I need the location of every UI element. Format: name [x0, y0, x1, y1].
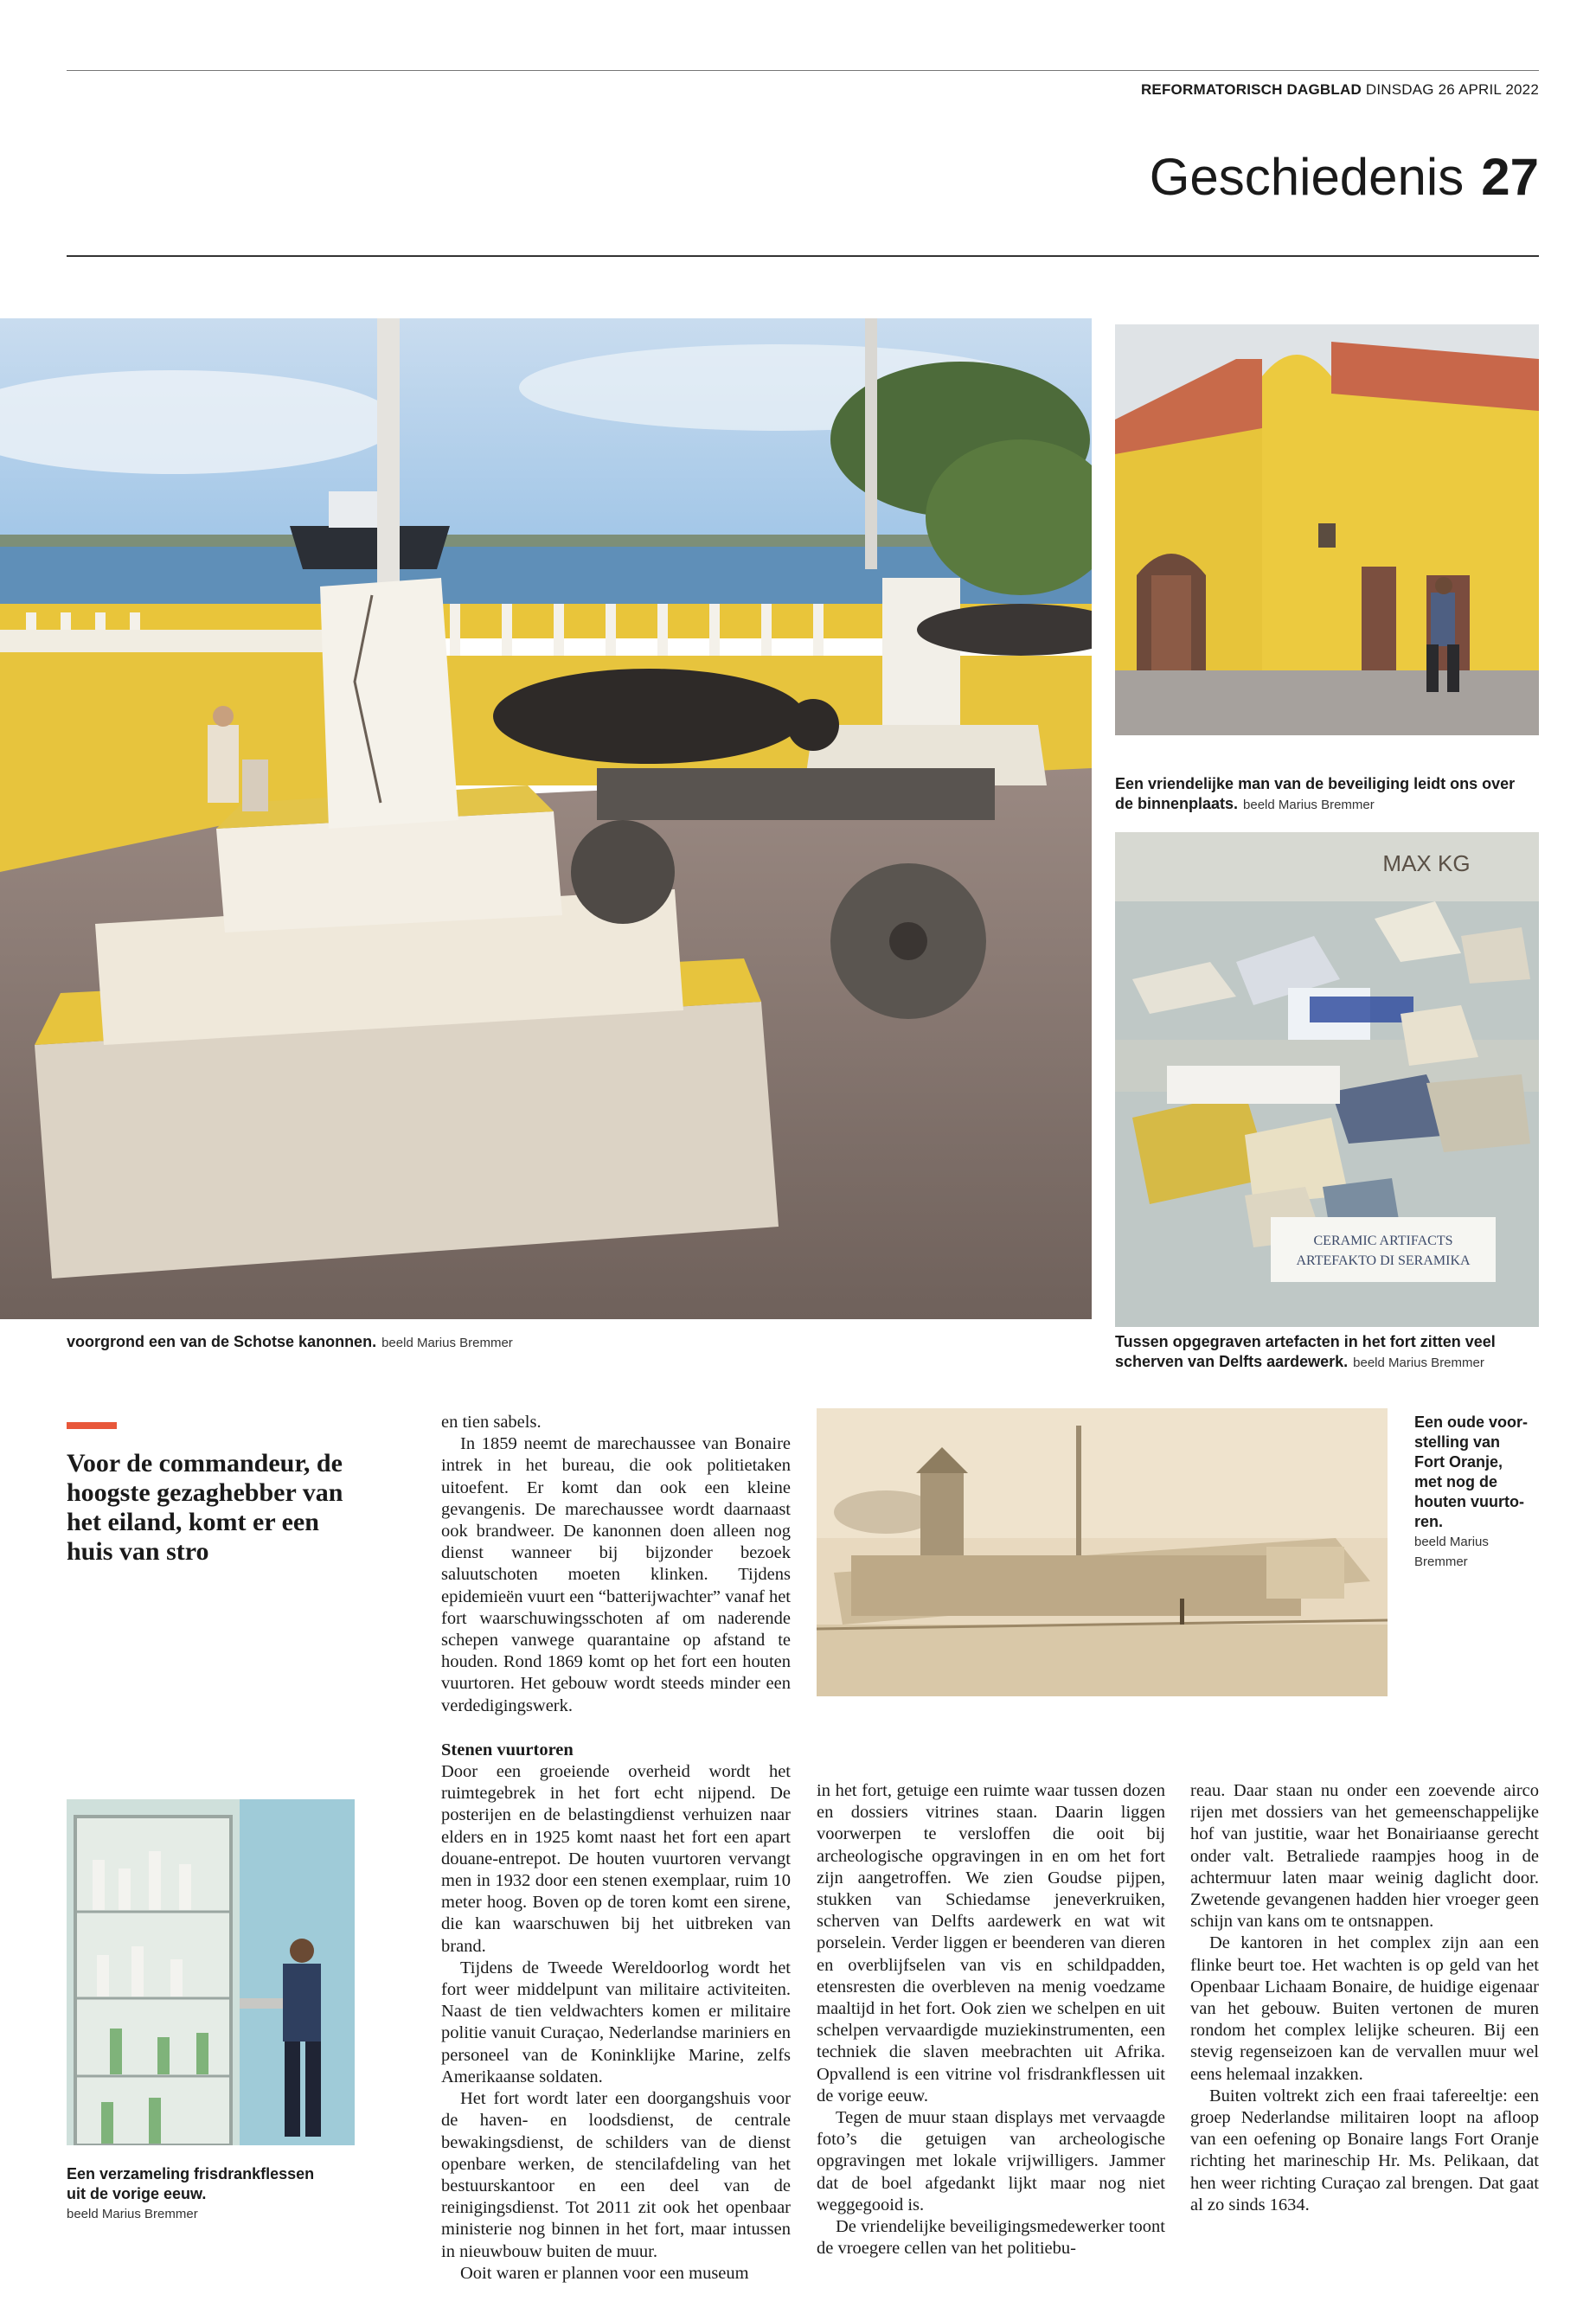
article-paragraph: Het fort wordt later een doorgangshuis voor de haven- en loodsdienst, de centrale bewakingsdienst, de schilders van de dienst openbare werken, de stencilafdeling van het bestuurskantoor en een deel van de reinigingsdienst. Tot 2011 zit ook het openbaar ministerie nog binnen in het fort, maar intussen in nieuwbouw buiten de muur.	[441, 2089, 791, 2261]
photo-credit: beeld Marius Bremmer	[67, 2207, 198, 2221]
subheading: Stenen vuurtoren	[441, 1740, 574, 1759]
artifacts-sign-line2: ARTEFAKTO DI SERAMIKA	[1296, 1253, 1471, 1268]
article-column-3	[817, 1780, 1165, 2259]
article-paragraph: en tien sabels.	[441, 1413, 542, 1432]
pull-quote: Voor de commandeur, de hoogste gezaghebber van het eiland, komt er een huis van stro	[67, 1449, 343, 1566]
paper-name: REFORMATORISCH DAGBLAD	[1140, 81, 1362, 98]
photo-credit: Bremmer	[1414, 1554, 1468, 1569]
photo-cannon-fort	[0, 318, 1092, 1319]
photo-credit: beeld Marius Bremmer	[1243, 798, 1375, 812]
caption-line: Tussen opgegraven artefacten in het fort zitten veel	[1115, 1333, 1496, 1350]
masthead-line	[1141, 81, 1539, 99]
caption-line-end: scherven van Delfts aardewerk. beeld Marius Bremmer	[1115, 1353, 1484, 1370]
article-paragraph: De kantoren in het complex zijn aan een flinke beurt toe. Het wachten is op geld van het Openbaar Lichaam Bonaire, de huidige eigenaar van het gebouw. Buiten vertonen de muren rondom het complex lelijke scheuren. Bij een stevig regenseizoen kan de vervallen muur wel eens helemaal inzakken.	[1190, 1933, 1539, 2084]
caption-line: ren.	[1414, 1513, 1444, 1530]
photo-credit: beeld Marius Bremmer	[1353, 1356, 1484, 1370]
caption-line: stelling van	[1414, 1433, 1501, 1451]
photo-credit: beeld Marius Bremmer	[381, 1336, 513, 1350]
section-title: Geschiedenis	[1149, 148, 1465, 206]
issue-date: DINSDAG 26 APRIL 2022	[1365, 81, 1539, 98]
caption-line: Een oude voor-	[1414, 1413, 1529, 1431]
photo-old-fort	[817, 1408, 1388, 1696]
photo-credit: beeld Marius	[1414, 1535, 1489, 1549]
caption-text: voorgrond een van de Schotse kanonnen.	[67, 1333, 377, 1350]
photo-courtyard	[1115, 324, 1539, 735]
article-paragraph: Door een groeiende overheid wordt het ruimtegebrek in het fort echt nijpend. De posterijen en de belastingdienst verhuizen naar elders en in 1925 komt naast het fort een apart douane-entrepot. De houten vuurtoren vervangt men in 1932 door een stenen exemplaar, ruim 10 meter hoog. Boven op de toren komt een sirene, die kan waarschuwen bij het uitbreken van brand.	[441, 1762, 791, 1956]
article-paragraph: Ooit waren er plannen voor een museum	[460, 2263, 749, 2283]
caption-line: met nog de	[1414, 1473, 1498, 1490]
photo-artifacts	[1115, 832, 1539, 1327]
caption-line: uit de vorige eeuw.	[67, 2185, 207, 2202]
caption-line: Een verzameling frisdrankflessen	[67, 2165, 315, 2182]
accent-bar	[67, 1422, 117, 1429]
artifacts-sign-top: MAX KG	[1382, 850, 1471, 876]
article-column-2	[441, 1412, 791, 2285]
artifacts-caption	[1115, 1332, 1548, 1373]
article-paragraph: In 1859 neemt de marechaussee van Bonaire intrek in het bureau, die ook politietaken uitoefent. Er komt dan ook een kleine gevangenis. De marechaussee wordt daarnaast ook brandweer. De kanonnen doen alleen nog dienst wanneer bij bijzonder bezoek saluutschoten moeten klinken. Tijdens epidemieën vuurt een “batterijwachter” vanaf het fort waarschuwingsschoten af om naderende schepen vanwege quarantaine op afstand te houden. Rond 1869 komt op het fort een houten vuurtoren. Het gebouw wordt steeds minder een verdedigingswerk.	[441, 1434, 791, 1715]
article-paragraph: Tijdens de Tweede Wereldoorlog wordt het fort weer middelpunt van militaire activiteiten. Naast de tien veldwachters komen er militaire politie vanuit Curaçao, Nederlandse mariniers en personeel van de Koninklijke Marine, zelfs Amerikaanse soldaten.	[441, 1958, 791, 2086]
caption-line-end: de binnenplaats. beeld Marius Bremmer	[1115, 795, 1375, 812]
article-column-4	[1190, 1780, 1539, 2216]
article-paragraph: De vriendelijke beveiligingsmedewerker toont de vroegere cellen van het politiebu-	[817, 2217, 1165, 2259]
article-paragraph: Tegen de muur staan displays met vervaagde foto’s die getuigen van archeologische opgravingen met lokale vrijwilligers. Jammer dat de boel afgedankt lijkt maar nog niet weggegooid is.	[817, 2108, 1165, 2214]
top-rule	[67, 70, 1539, 71]
bottles-caption	[67, 2164, 361, 2224]
caption-line: houten vuurto-	[1414, 1493, 1524, 1510]
header-rule	[67, 255, 1539, 257]
courtyard-caption	[1115, 774, 1548, 815]
old-fort-caption	[1414, 1413, 1544, 1572]
section-header	[1150, 147, 1539, 207]
main-photo-caption	[67, 1332, 513, 1353]
caption-line: Een vriendelijke man van de beveiliging leidt ons over	[1115, 775, 1516, 792]
article-paragraph: Buiten voltrekt zich een fraai tafereeltje: een groep Nederlandse militairen loopt na afloop van een oefening op Bonaire langs Fort Oranje richting het marineschip Hr. Ms. Pelikaan, dat hen weer richting Curaçao zal brengen. Dat gaat al zo sinds 1634.	[1190, 2086, 1539, 2214]
article-paragraph: reau. Daar staan nu onder een zoevende airco rijen met dossiers van het gemeenschappelijke hof van justitie, waar het Bonairiaanse gerecht onder valt. Betraliede raampjes hoog in de achtermuur laten maar weinig daglicht door. Zwetende gevangenen hadden hier vroeger geen schijn van kans om te ontsnappen.	[1190, 1781, 1539, 1932]
artifacts-sign-line1: CERAMIC ARTIFACTS	[1313, 1234, 1453, 1248]
article-paragraph: in het fort, getuige een ruimte waar tussen dozen en dossiers vitrines staan. Daarin liggen voorwerpen te versloffen die ooit bij archeologische opgravingen in en om het fort zijn aangetroffen. We zien Goudse pijpen, stukken van Schiedamse jeneverkruiken, scherven van Delfts aardewerk en wat wit porselein. Verder liggen er beenderen van dieren en overblijfselen van vis en schildpadden, etensresten die overbleven na menig voedzame maaltijd in het fort. Ook zien we schelpen en uit schelpen vervaardigde muziekinstrumenten, een techniek die slaven meebrachten uit Afrika. Opvallend is een vitrine vol frisdrankflessen uit de vorige eeuw.	[817, 1781, 1165, 2106]
page-number: 27	[1481, 148, 1539, 206]
photo-bottles	[67, 1799, 355, 2145]
caption-line: Fort Oranje,	[1414, 1453, 1503, 1471]
